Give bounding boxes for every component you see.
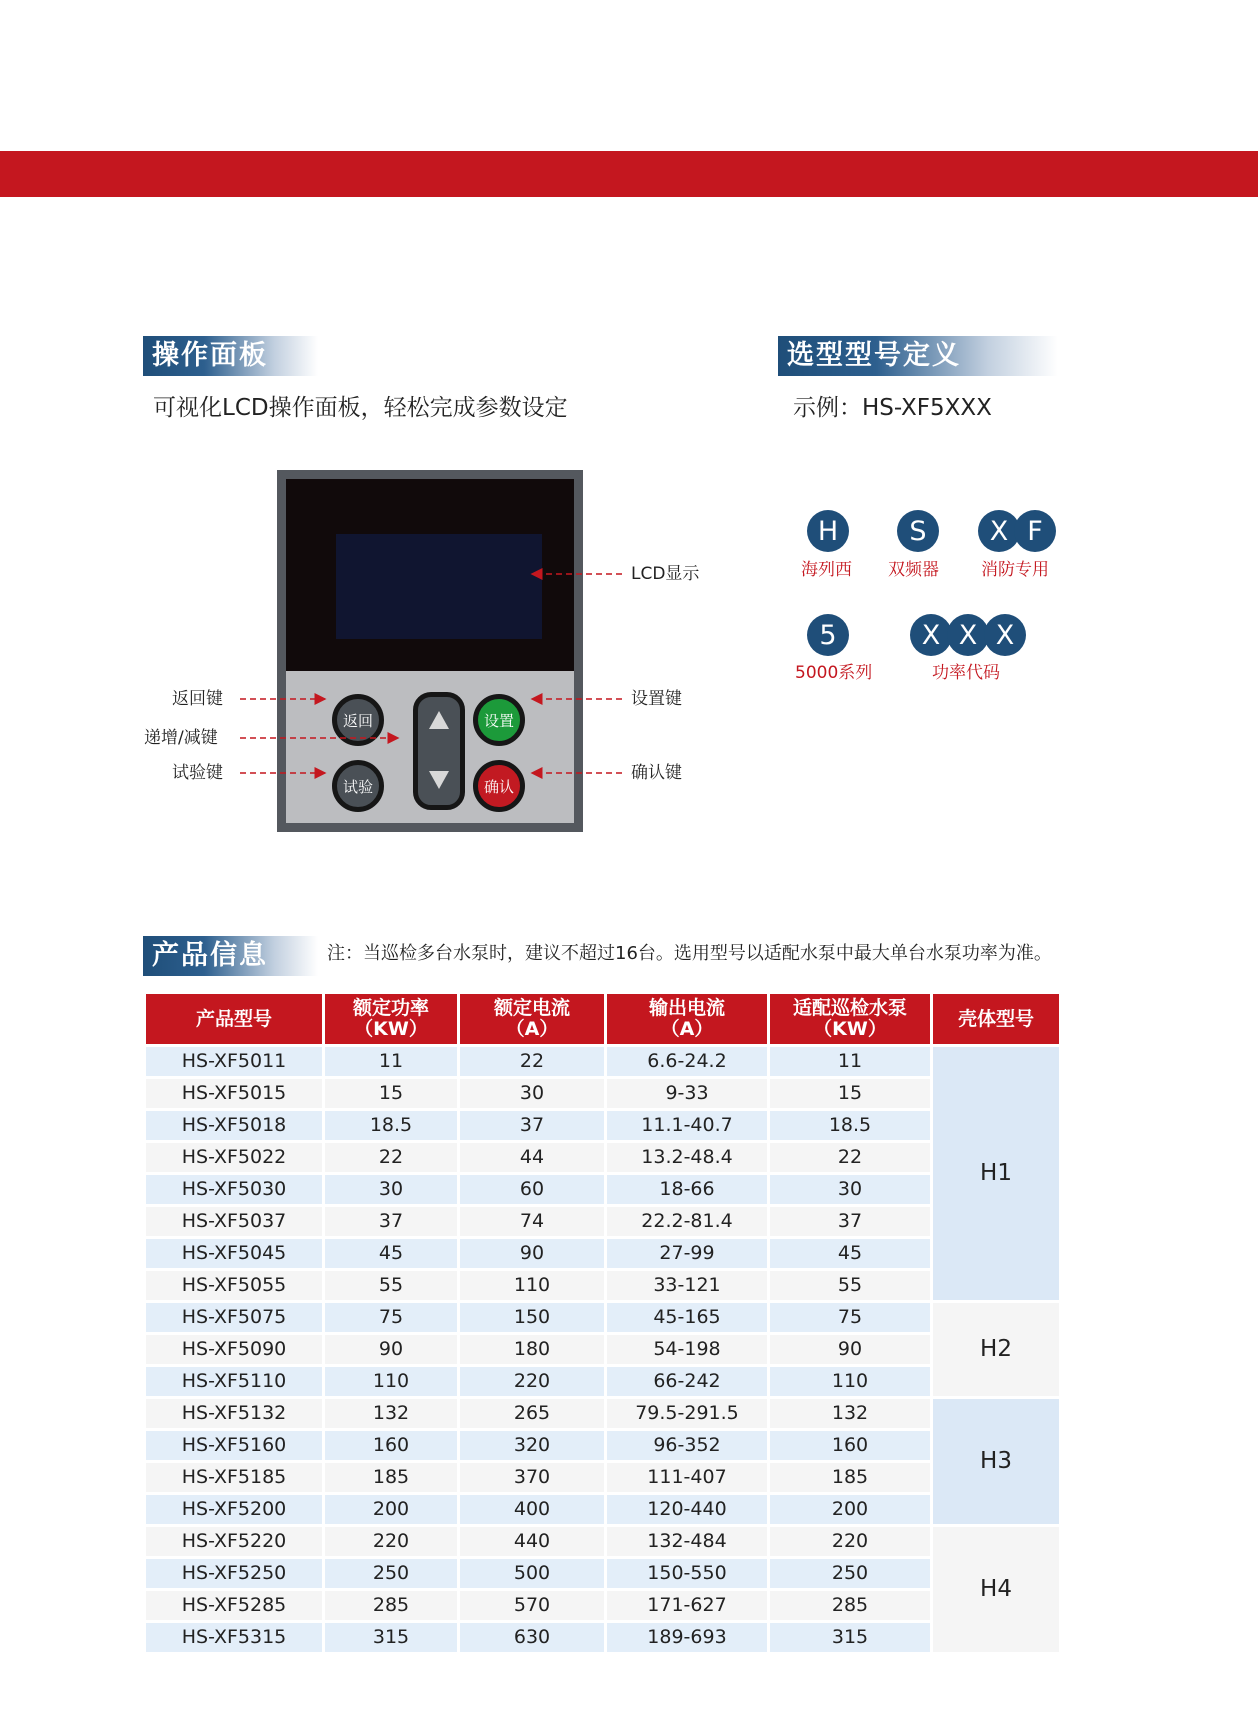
table-row	[146, 1207, 1059, 1236]
table-cell: 111-407	[607, 1463, 767, 1492]
table-cell: 132	[325, 1399, 457, 1428]
table-cell: 60	[460, 1175, 604, 1204]
table-cell: HS-XF5200	[146, 1495, 322, 1524]
table-row	[146, 1559, 1059, 1588]
top-red-band	[0, 151, 1258, 197]
model-letter-5: 5	[807, 614, 849, 656]
table-cell: 265	[460, 1399, 604, 1428]
table-cell: 33-121	[607, 1271, 767, 1300]
column-header-unit: （A）	[660, 1018, 714, 1040]
column-header-label: 适配巡检水泵	[792, 997, 907, 1019]
table-cell: HS-XF5315	[146, 1623, 322, 1652]
column-header	[325, 994, 457, 1044]
table-cell: 630	[460, 1623, 604, 1652]
shell-type-cell: H1	[933, 1047, 1059, 1300]
table-cell: 180	[460, 1335, 604, 1364]
table-cell: HS-XF5250	[146, 1559, 322, 1588]
table-row	[146, 1591, 1059, 1620]
table-cell: 37	[325, 1207, 457, 1236]
table-row	[146, 1623, 1059, 1652]
table-cell: 110	[770, 1367, 930, 1396]
model-letter-x1: X	[978, 510, 1020, 552]
table-cell: 185	[325, 1463, 457, 1492]
table-row	[146, 1367, 1059, 1396]
column-header-label: 输出电流	[648, 997, 725, 1019]
table-cell: 79.5-291.5	[607, 1399, 767, 1428]
column-header-label: 产品型号	[195, 1007, 272, 1030]
table-cell: 44	[460, 1143, 604, 1172]
table-cell: 18.5	[325, 1111, 457, 1140]
table-cell: 15	[325, 1079, 457, 1108]
model-label-5: 5000系列	[795, 663, 873, 683]
table-cell: 315	[325, 1623, 457, 1652]
table-cell: 30	[325, 1175, 457, 1204]
lcd-callout-label: LCD显示	[631, 564, 700, 584]
table-cell: 285	[770, 1591, 930, 1620]
model-letter-h: H	[807, 510, 849, 552]
table-cell: 11	[325, 1047, 457, 1076]
test-button[interactable]: 试验	[332, 760, 384, 812]
table-cell: 11.1-40.7	[607, 1111, 767, 1140]
table-cell: HS-XF5030	[146, 1175, 322, 1204]
table-row	[146, 1079, 1059, 1108]
table-cell: 400	[460, 1495, 604, 1524]
table-cell: 9-33	[607, 1079, 767, 1108]
table-row	[146, 1335, 1059, 1364]
test-callout-label: 试验键	[172, 763, 223, 783]
column-header	[607, 994, 767, 1044]
table-cell: 200	[770, 1495, 930, 1524]
model-letter-x3: X	[947, 614, 989, 656]
table-cell: 220	[460, 1367, 604, 1396]
set-button[interactable]: 设置	[473, 694, 525, 746]
table-cell: 75	[770, 1303, 930, 1332]
product-spec-table	[143, 991, 1062, 1655]
table-cell: 22	[325, 1143, 457, 1172]
table-cell: 370	[460, 1463, 604, 1492]
table-row	[146, 1175, 1059, 1204]
confirm-callout-label: 确认键	[631, 763, 682, 783]
table-cell: 15	[770, 1079, 930, 1108]
table-cell: 250	[770, 1559, 930, 1588]
shell-type-cell: H2	[933, 1303, 1059, 1396]
table-cell: 30	[460, 1079, 604, 1108]
table-cell: 320	[460, 1431, 604, 1460]
table-cell: HS-XF5018	[146, 1111, 322, 1140]
model-label-s: 双频器	[888, 560, 939, 580]
table-cell: HS-XF5110	[146, 1367, 322, 1396]
confirm-button[interactable]: 确认	[473, 760, 525, 812]
table-cell: 150-550	[607, 1559, 767, 1588]
table-row	[146, 1111, 1059, 1140]
table-row	[146, 1527, 1059, 1556]
model-section-title: 选型型号定义	[787, 340, 961, 371]
table-cell: HS-XF5132	[146, 1399, 322, 1428]
model-section-header	[778, 336, 1058, 376]
control-panel-device	[277, 470, 583, 832]
table-cell: 55	[770, 1271, 930, 1300]
table-cell: 22	[460, 1047, 604, 1076]
table-cell: 110	[460, 1271, 604, 1300]
lcd-screen	[336, 534, 542, 639]
table-cell: HS-XF5037	[146, 1207, 322, 1236]
table-cell: HS-XF5160	[146, 1431, 322, 1460]
table-cell: 54-198	[607, 1335, 767, 1364]
table-cell: HS-XF5075	[146, 1303, 322, 1332]
table-cell: 132	[770, 1399, 930, 1428]
table-row	[146, 1271, 1059, 1300]
table-row	[146, 1303, 1059, 1332]
set-callout-label: 设置键	[631, 689, 682, 709]
table-cell: 45-165	[607, 1303, 767, 1332]
back-button[interactable]: 返回	[332, 694, 384, 746]
info-section-header	[143, 936, 318, 976]
updown-callout-label: 递增/减键	[144, 728, 218, 748]
table-cell: 11	[770, 1047, 930, 1076]
table-cell: 220	[325, 1527, 457, 1556]
table-cell: HS-XF5185	[146, 1463, 322, 1492]
table-cell: 27-99	[607, 1239, 767, 1268]
table-cell: HS-XF5045	[146, 1239, 322, 1268]
table-row	[146, 1239, 1059, 1268]
table-cell: 13.2-48.4	[607, 1143, 767, 1172]
table-cell: 37	[460, 1111, 604, 1140]
table-row	[146, 1495, 1059, 1524]
table-cell: HS-XF5011	[146, 1047, 322, 1076]
table-cell: 315	[770, 1623, 930, 1652]
table-cell: 66-242	[607, 1367, 767, 1396]
column-header-label: 壳体型号	[957, 1007, 1034, 1030]
increment-decrement-key[interactable]	[413, 692, 465, 810]
table-cell: 74	[460, 1207, 604, 1236]
column-header	[770, 994, 930, 1044]
table-cell: 160	[325, 1431, 457, 1460]
table-cell: 96-352	[607, 1431, 767, 1460]
device-display-area	[286, 479, 574, 671]
table-cell: 45	[325, 1239, 457, 1268]
column-header	[146, 994, 322, 1044]
model-example: 示例：HS-XF5XXX	[793, 395, 992, 421]
table-cell: 6.6-24.2	[607, 1047, 767, 1076]
table-row	[146, 1143, 1059, 1172]
table-cell: 90	[770, 1335, 930, 1364]
model-label-h: 海列西	[801, 560, 852, 580]
table-cell: 132-484	[607, 1527, 767, 1556]
arrow-up-icon[interactable]	[429, 711, 449, 729]
table-cell: 120-440	[607, 1495, 767, 1524]
table-row	[146, 1047, 1059, 1076]
column-header-unit: （KW）	[813, 1018, 887, 1040]
table-cell: HS-XF5090	[146, 1335, 322, 1364]
model-label-xf: 消防专用	[981, 560, 1049, 580]
table-cell: HS-XF5285	[146, 1591, 322, 1620]
column-header-label: 额定电流	[493, 997, 570, 1019]
table-row	[146, 1463, 1059, 1492]
table-header-row	[146, 994, 1059, 1044]
table-cell: 250	[325, 1559, 457, 1588]
table-cell: 285	[325, 1591, 457, 1620]
table-row	[146, 1399, 1059, 1428]
table-cell: 45	[770, 1239, 930, 1268]
model-letter-x4: X	[984, 614, 1026, 656]
table-cell: 90	[325, 1335, 457, 1364]
table-cell: 200	[325, 1495, 457, 1524]
model-letter-f: F	[1014, 510, 1056, 552]
table-cell: 18-66	[607, 1175, 767, 1204]
table-cell: 37	[770, 1207, 930, 1236]
column-header-unit: （KW）	[354, 1018, 428, 1040]
model-letter-x2: X	[910, 614, 952, 656]
table-cell: 160	[770, 1431, 930, 1460]
shell-type-cell: H4	[933, 1527, 1059, 1652]
table-cell: 30	[770, 1175, 930, 1204]
table-cell: 22.2-81.4	[607, 1207, 767, 1236]
info-section-note: 注：当巡检多台水泵时，建议不超过16台。选用型号以适配水泵中最大单台水泵功率为准。	[327, 943, 1052, 964]
table-cell: 570	[460, 1591, 604, 1620]
table-row	[146, 1431, 1059, 1460]
table-cell: 440	[460, 1527, 604, 1556]
panel-section-subtitle: 可视化LCD操作面板，轻松完成参数设定	[153, 395, 568, 421]
table-cell: 75	[325, 1303, 457, 1332]
table-cell: 185	[770, 1463, 930, 1492]
table-cell: 150	[460, 1303, 604, 1332]
table-cell: 171-627	[607, 1591, 767, 1620]
table-cell: 500	[460, 1559, 604, 1588]
arrow-down-icon[interactable]	[429, 771, 449, 789]
shell-type-cell: H3	[933, 1399, 1059, 1524]
table-cell: HS-XF5015	[146, 1079, 322, 1108]
model-label-xxx: 功率代码	[932, 663, 1000, 683]
info-section-title: 产品信息	[152, 940, 268, 971]
column-header-unit: （A）	[505, 1018, 559, 1040]
table-cell: HS-XF5055	[146, 1271, 322, 1300]
table-cell: HS-XF5022	[146, 1143, 322, 1172]
table-cell: 22	[770, 1143, 930, 1172]
model-letter-s: S	[897, 510, 939, 552]
table-cell: HS-XF5220	[146, 1527, 322, 1556]
panel-section-title: 操作面板	[152, 340, 268, 371]
back-callout-label: 返回键	[172, 689, 223, 709]
table-cell: 110	[325, 1367, 457, 1396]
table-cell: 90	[460, 1239, 604, 1268]
panel-section-header	[143, 336, 318, 376]
device-keypad	[286, 671, 574, 823]
table-cell: 189-693	[607, 1623, 767, 1652]
column-header	[933, 994, 1059, 1044]
table-cell: 220	[770, 1527, 930, 1556]
table-cell: 18.5	[770, 1111, 930, 1140]
column-header-label: 额定功率	[352, 997, 429, 1019]
table-cell: 55	[325, 1271, 457, 1300]
column-header	[460, 994, 604, 1044]
